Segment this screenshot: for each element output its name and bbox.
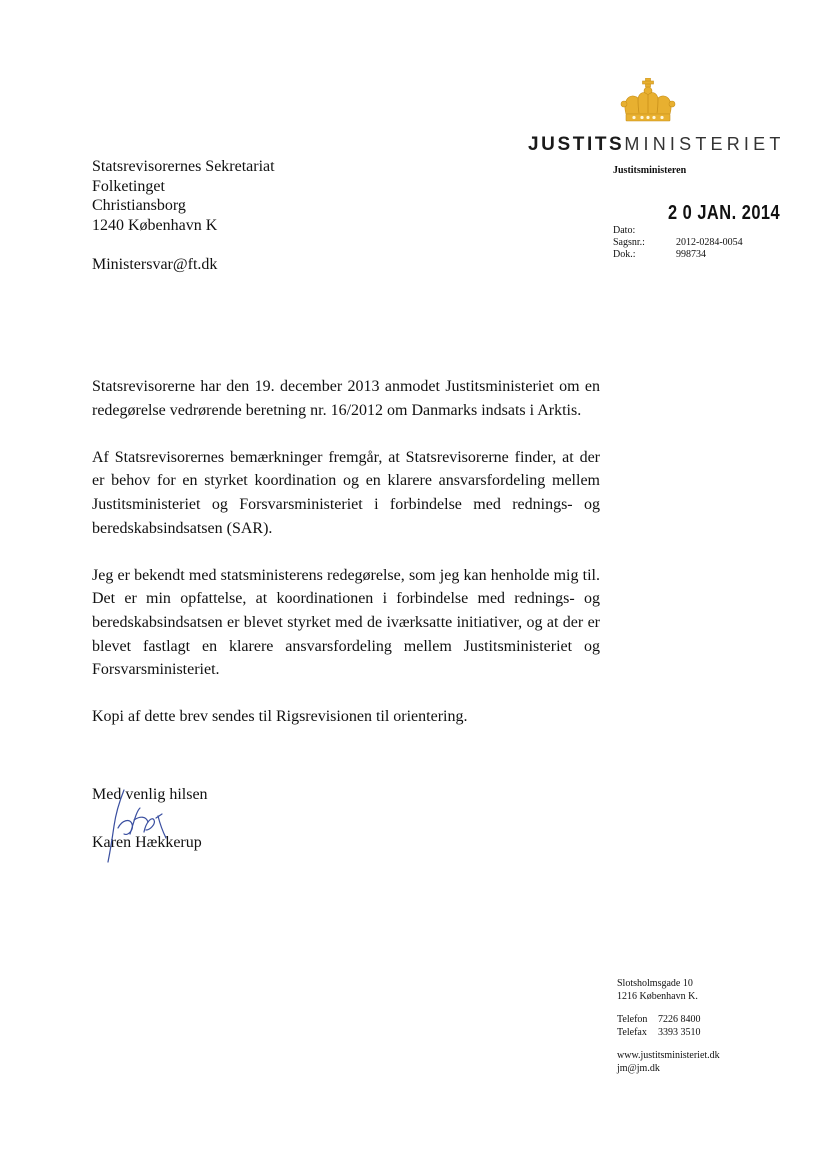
- sagsnr-label: Sagsnr.:: [613, 237, 645, 248]
- telefax-label: Telefax: [617, 1026, 647, 1038]
- footer-address: Slotsholmsgade 10: [617, 978, 693, 989]
- body-paragraph: Statsrevisorerne har den 19. december 2013 anmodet Justitsministeriet om en redegørelse vedrørende beretning nr. 16/2012 om Danmarks indsats i Arktis.: [92, 378, 600, 419]
- ministry-logo-text: [528, 134, 785, 156]
- telefon-label: Telefon: [617, 1014, 648, 1025]
- footer-contact: [617, 978, 720, 1075]
- sender-label: Justitsministeren: [613, 165, 687, 176]
- closing-greeting: Med venlig hilsen: [92, 786, 208, 803]
- date-stamp: 2 0 JAN. 2014: [668, 202, 781, 224]
- recipient-email: Ministersvar@ft.dk: [92, 256, 218, 273]
- footer-postcode: 1216 København K.: [617, 990, 698, 1002]
- recipient-line: Statsrevisorernes Sekretariat: [92, 158, 275, 175]
- body-paragraph: Jeg er bekendt med statsministerens redegørelse, som jeg kan henholde mig til. Det er min opfattelse, at koordinationen i forbindelse med rednings- og beredskabsindsatsen er blevet styrket med de iværksatte initiativer, og at der er blevet fastlagt en klarere ansvarsfordeling mellem Justitsministeriet og Forsvarsministeriet.: [92, 566, 600, 679]
- letter-body: [92, 375, 600, 753]
- recipient-address: [92, 157, 275, 235]
- body-paragraph: Af Statsrevisorernes bemærkninger fremgår, at Statsrevisorerne finder, at der er behov for en styrket koordination og en klarere ansvarsfordeling mellem Justitsministeriet og Forsvarsministeriet i forbindelse med rednings- og beredskabsindsatsen (SAR).: [92, 448, 600, 537]
- recipient-line: Christiansborg: [92, 197, 186, 214]
- logo-light: MINISTERIET: [624, 134, 785, 154]
- website-link[interactable]: www.justitsministeriet.dk: [617, 1050, 720, 1061]
- dok-value: 998734: [676, 249, 706, 260]
- body-paragraph: Kopi af dette brev sendes til Rigsrevisionen til orientering.: [92, 708, 468, 726]
- recipient-line: Folketinget: [92, 177, 165, 195]
- telefax-value: 3393 3510: [658, 1026, 701, 1038]
- signatory-name: Karen Hækkerup: [92, 834, 202, 851]
- reference-block: [613, 225, 743, 261]
- dok-label: Dok.:: [613, 249, 636, 260]
- logo-bold: JUSTITS: [528, 134, 625, 155]
- handwritten-signature-icon: [100, 786, 180, 866]
- crown-logo-icon: [620, 78, 676, 126]
- telefon-value: 7226 8400: [658, 1014, 701, 1025]
- dato-label: Dato:: [613, 225, 636, 236]
- email-link[interactable]: jm@jm.dk: [617, 1062, 660, 1074]
- recipient-line: 1240 København K: [92, 216, 218, 234]
- sagsnr-value: 2012-0284-0054: [676, 237, 743, 248]
